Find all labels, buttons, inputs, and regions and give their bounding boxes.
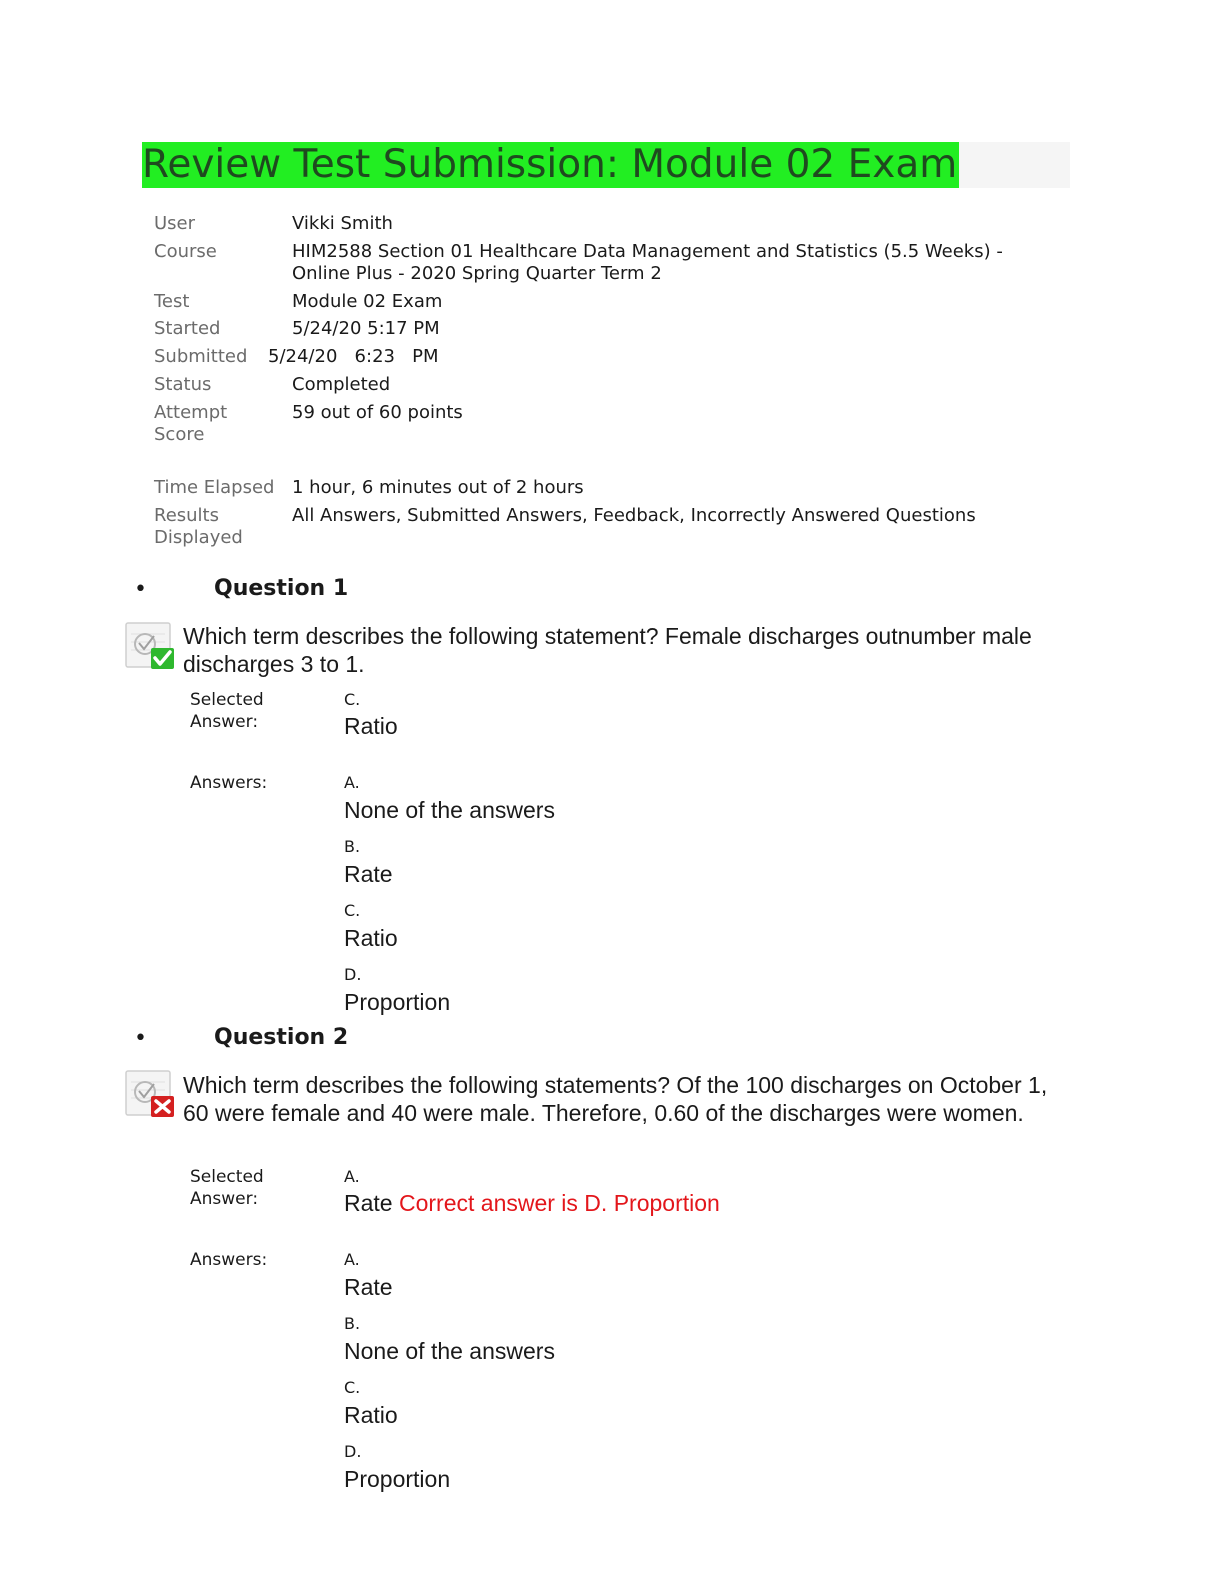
answer-option-letter: A. <box>344 773 360 792</box>
answer-option-letter: C. <box>344 901 361 920</box>
list-bullet: • <box>134 577 147 602</box>
answer-option-text: None of the answers <box>344 797 555 823</box>
answer-option-text: Ratio <box>344 1402 398 1428</box>
feedback-text: Correct answer is D. Proportion <box>398 1190 720 1216</box>
started-value: 5/24/20 5:17 PM <box>292 318 440 339</box>
correct-check-icon <box>125 622 177 674</box>
selected-answer-text <box>344 712 398 740</box>
user-value: Vikki Smith <box>292 213 393 234</box>
answer-option-text: Proportion <box>344 1466 451 1492</box>
answer-option-text: None of the answers <box>344 1338 555 1364</box>
results-displayed-value: All Answers, Submitted Answers, Feedback, Incorrectly Answered Questions <box>292 505 976 526</box>
page-title: Review Test Submission: Module 02 Exam <box>142 142 958 187</box>
started-label: Started <box>154 318 221 339</box>
user-label: User <box>154 213 196 234</box>
question-text: Which term describes the following statements? Of the 100 discharges on October 1, 60 were female and 40 were male. Therefore, 0.60 of the discharges were women. <box>183 1072 1048 1126</box>
answer-option-letter: D. <box>344 965 362 984</box>
incorrect-x-icon <box>125 1070 177 1122</box>
status-label: Status <box>154 374 212 395</box>
test-label: Test <box>154 291 190 312</box>
answer-option-text: Rate <box>344 1274 393 1300</box>
selected-answer-label-line1: Selected <box>190 690 264 710</box>
answer-option-text: Proportion <box>344 989 451 1015</box>
answers-label: Answers: <box>190 773 268 793</box>
course-value-line1: HIM2588 Section 01 Healthcare Data Management and Statistics (5.5 Weeks) - <box>292 241 1003 262</box>
test-value: Module 02 Exam <box>292 291 443 312</box>
attempt-score-value: 59 out of 60 points <box>292 402 463 423</box>
course-label: Course <box>154 241 217 262</box>
attempt-score-label-line2: Score <box>154 424 205 445</box>
time-elapsed-value: 1 hour, 6 minutes out of 2 hours <box>292 477 584 498</box>
answer-option-letter: C. <box>344 1378 361 1397</box>
results-displayed-label-line2: Displayed <box>154 527 243 548</box>
results-displayed-label-line1: Results <box>154 505 219 526</box>
selected-answer-label-line1: Selected <box>190 1167 264 1187</box>
answer-option-letter: B. <box>344 837 361 856</box>
selected-answer-text <box>344 1189 720 1217</box>
answer-option-letter: A. <box>344 1250 360 1269</box>
list-bullet: • <box>134 1026 147 1051</box>
answer-option-text: Ratio <box>344 925 398 951</box>
selected-answer-label-line2: Answer: <box>190 712 259 732</box>
selected-answer-label-line2: Answer: <box>190 1189 259 1209</box>
time-elapsed-label: Time Elapsed <box>154 477 275 498</box>
selected-answer-value: Ratio <box>344 713 398 739</box>
submitted-label: Submitted <box>154 346 248 367</box>
attempt-score-label-line1: Attempt <box>154 402 228 423</box>
selected-answer-letter: A. <box>344 1167 360 1186</box>
question-text: Which term describes the following statement? Female discharges outnumber male discharges 3 to 1. <box>183 623 1032 677</box>
answer-option-text: Rate <box>344 861 393 887</box>
submitted-value: 5/24/20 6:23 PM <box>268 346 439 367</box>
answer-option-letter: D. <box>344 1442 362 1461</box>
answer-option-letter: B. <box>344 1314 361 1333</box>
status-value: Completed <box>292 374 391 395</box>
selected-answer-value: Rate <box>344 1190 393 1216</box>
question-title: Question 1 <box>214 576 349 601</box>
course-value-line2: Online Plus - 2020 Spring Quarter Term 2 <box>292 263 662 284</box>
answers-label: Answers: <box>190 1250 268 1270</box>
selected-answer-letter: C. <box>344 690 361 709</box>
question-title: Question 2 <box>214 1025 349 1050</box>
